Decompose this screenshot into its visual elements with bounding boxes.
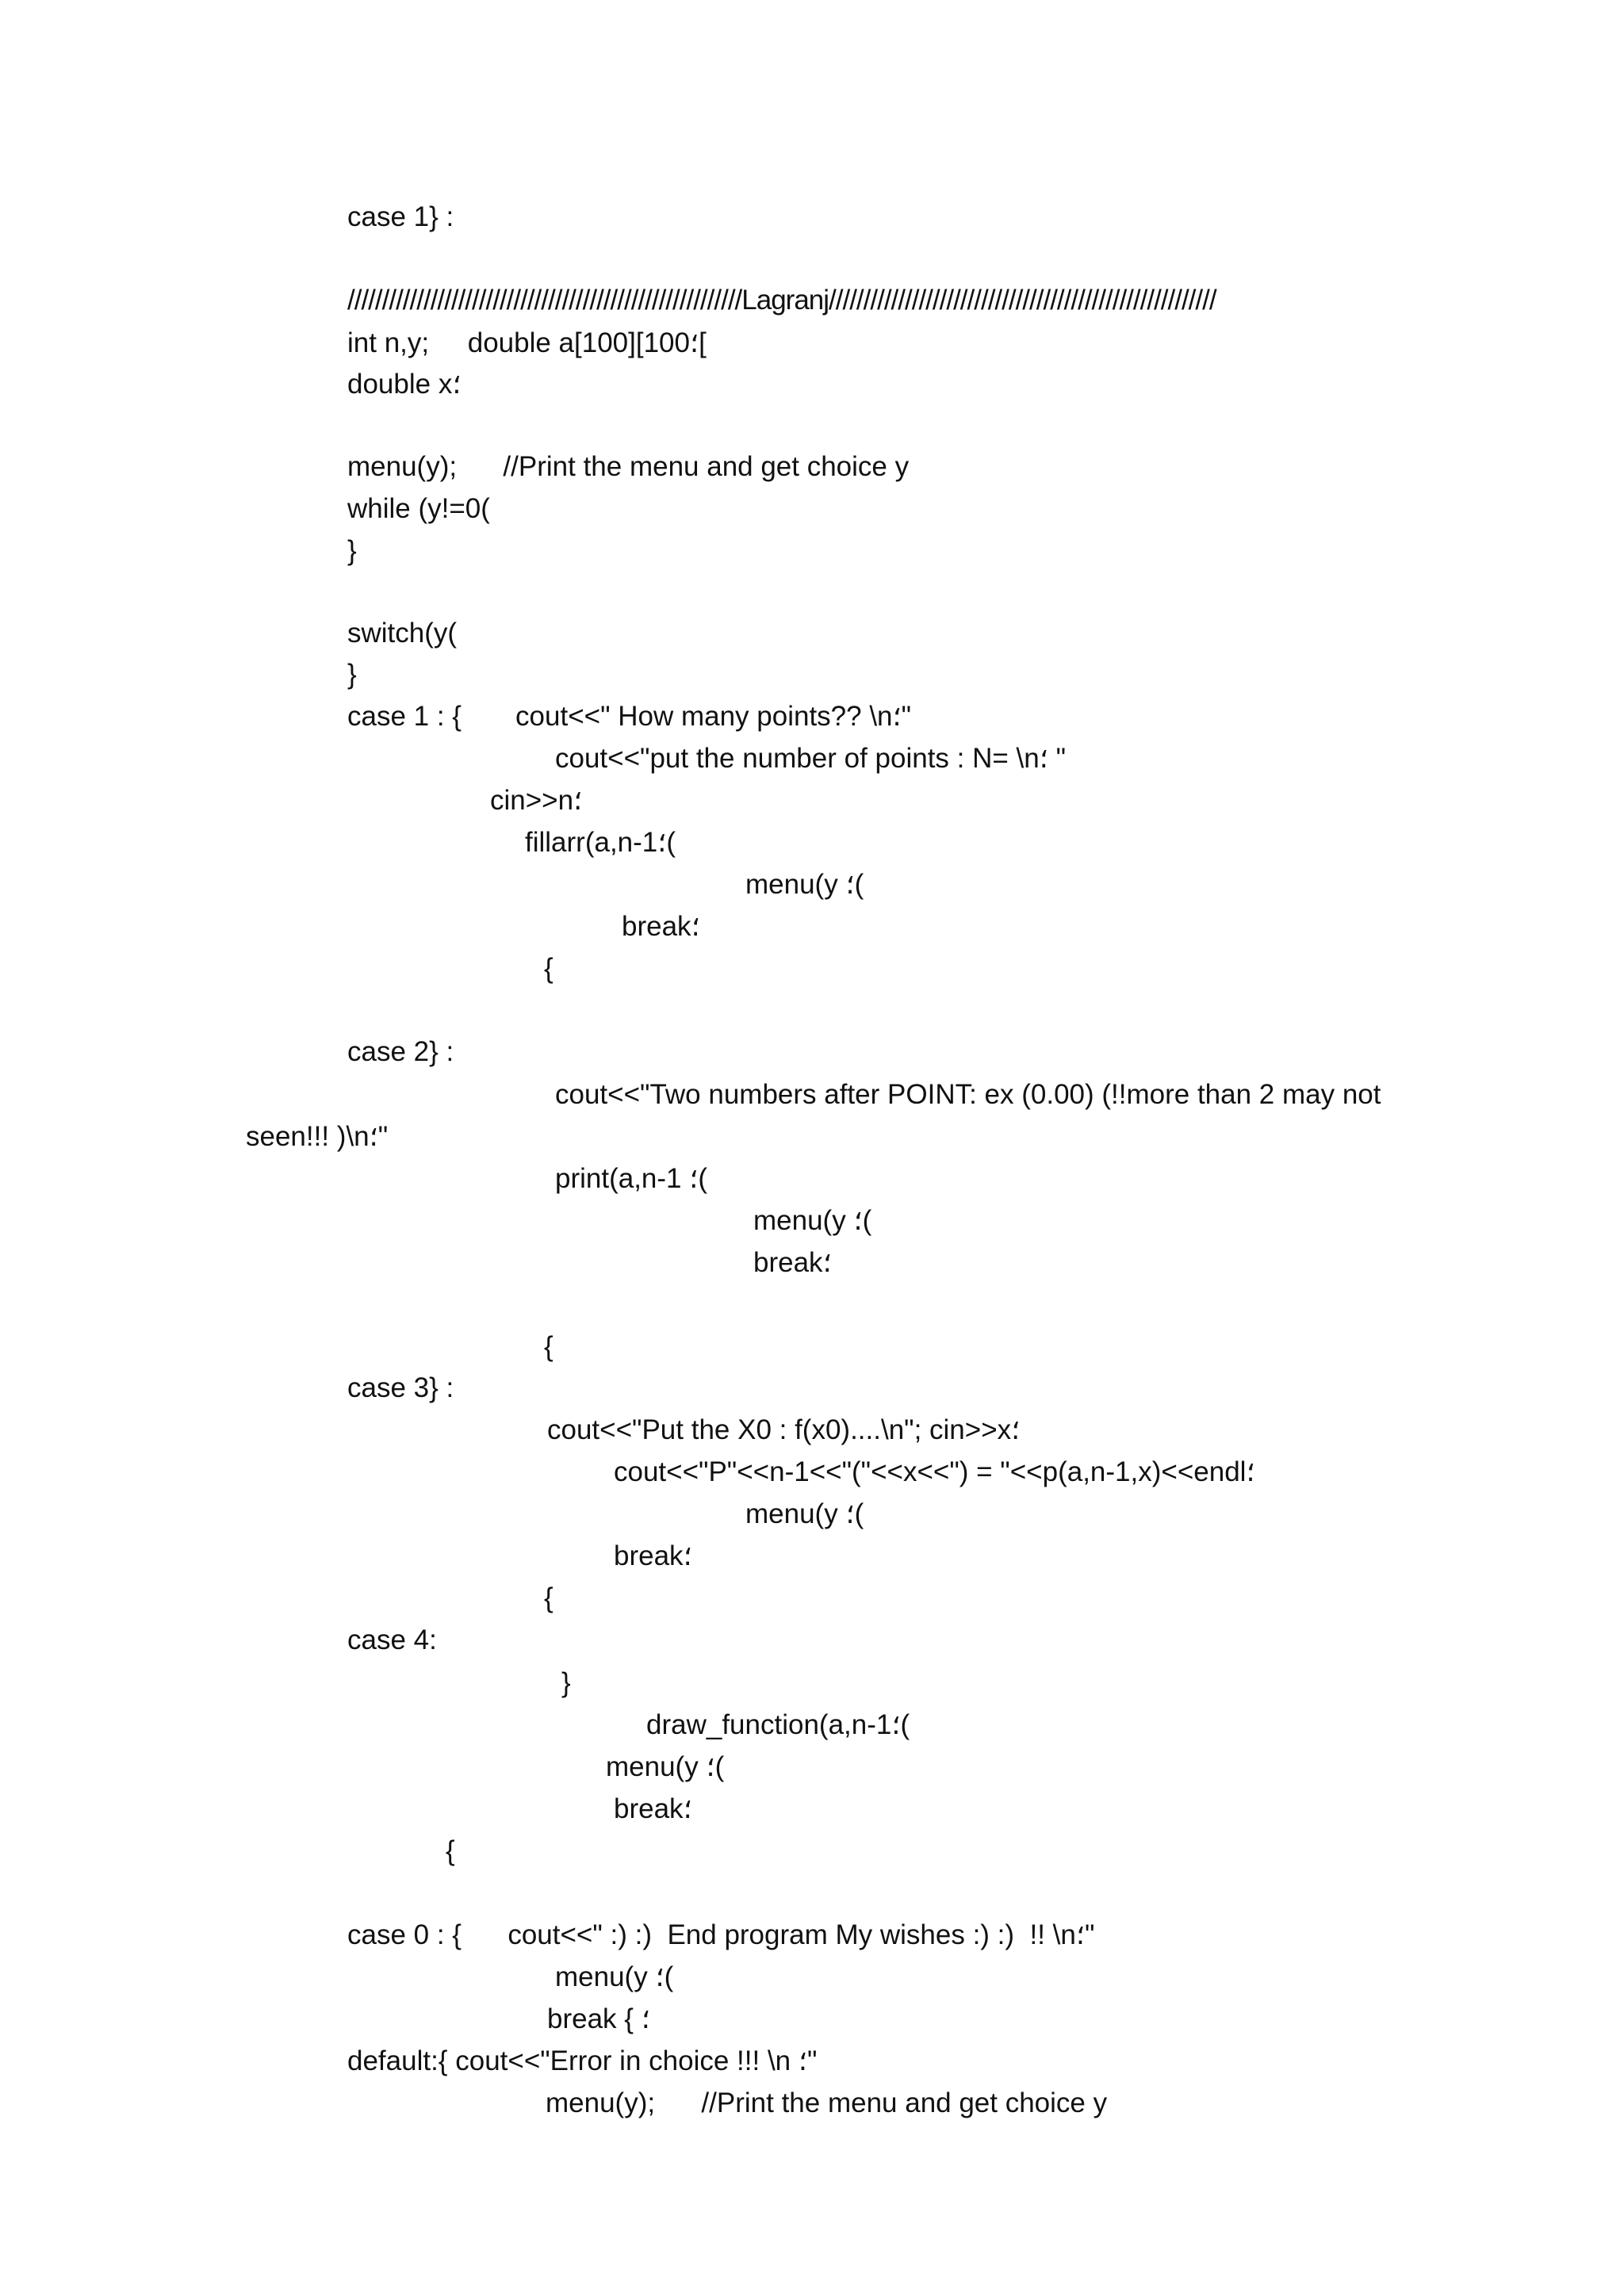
code-line: menu(y ؛( (606, 1751, 725, 1782)
code-line: } (347, 535, 357, 566)
code-line: case 3} : (347, 1372, 454, 1403)
code-line: fillarr(a,n-1؛( (525, 827, 676, 858)
code-line: menu(y ؛( (745, 1498, 864, 1529)
code-line: print(a,n-1 ؛( (555, 1163, 708, 1194)
code-line: menu(y); //Print the menu and get choice y (546, 2087, 1108, 2118)
code-line: double x؛ (347, 369, 462, 400)
code-line: } (561, 1667, 571, 1698)
code-line: break؛ (753, 1247, 832, 1278)
code-line: menu(y ؛( (753, 1205, 872, 1236)
code-line: { (544, 1582, 553, 1613)
code-line: case 4: (347, 1624, 437, 1655)
code-line: { (446, 1835, 455, 1866)
code-line: menu(y ؛( (555, 1961, 674, 1992)
code-line: menu(y); //Print the menu and get choice y (347, 451, 910, 482)
code-line: seen!!! )\n؛" (246, 1121, 389, 1152)
code-line: default:{ cout<<"Error in choice !!! \n ؛" (347, 2045, 818, 2076)
code-line: cin>>n؛ (490, 785, 583, 816)
code-line: break؛ (614, 1540, 692, 1571)
code-line: break؛ (622, 911, 700, 942)
code-line: case 1 : { cout<<" How many points?? \n؛" (347, 701, 912, 732)
code-line: } (347, 659, 357, 690)
code-line: cout<<"Put the X0 : f(x0)....\n"; cin>>x؛ (547, 1414, 1021, 1445)
code-line: case 2} : (347, 1036, 454, 1067)
code-line: case 0 : { cout<<" :) :) End program My wishes :) :) !! \n؛" (347, 1919, 1095, 1950)
lagranj-divider-line: /////////////////////////////////////////////////////////Lagranj//////////////////////////////////////////////////////// (347, 285, 1216, 316)
code-line: menu(y ؛( (745, 869, 864, 900)
code-line: cout<<"Two numbers after POINT: ex (0.00) (!!more than 2 may not (555, 1079, 1381, 1110)
code-line: draw_function(a,n-1؛( (646, 1709, 910, 1740)
code-line: case 1} : (347, 201, 454, 232)
code-line: { (544, 953, 553, 984)
code-line: break { ؛ (547, 2003, 650, 2034)
code-line: cout<<"P"<<n-1<<"("<<x<<") = "<<p(a,n-1,x)<<endl؛ (614, 1456, 1255, 1487)
code-line: int n,y; double a[100][100؛[ (347, 327, 707, 358)
code-line: { (544, 1331, 553, 1362)
code-line: cout<<"put the number of points : N= \n؛ " (555, 743, 1067, 774)
code-line: break؛ (614, 1793, 692, 1824)
code-line: switch(y( (347, 618, 458, 649)
code-line: while (y!=0( (347, 493, 490, 524)
